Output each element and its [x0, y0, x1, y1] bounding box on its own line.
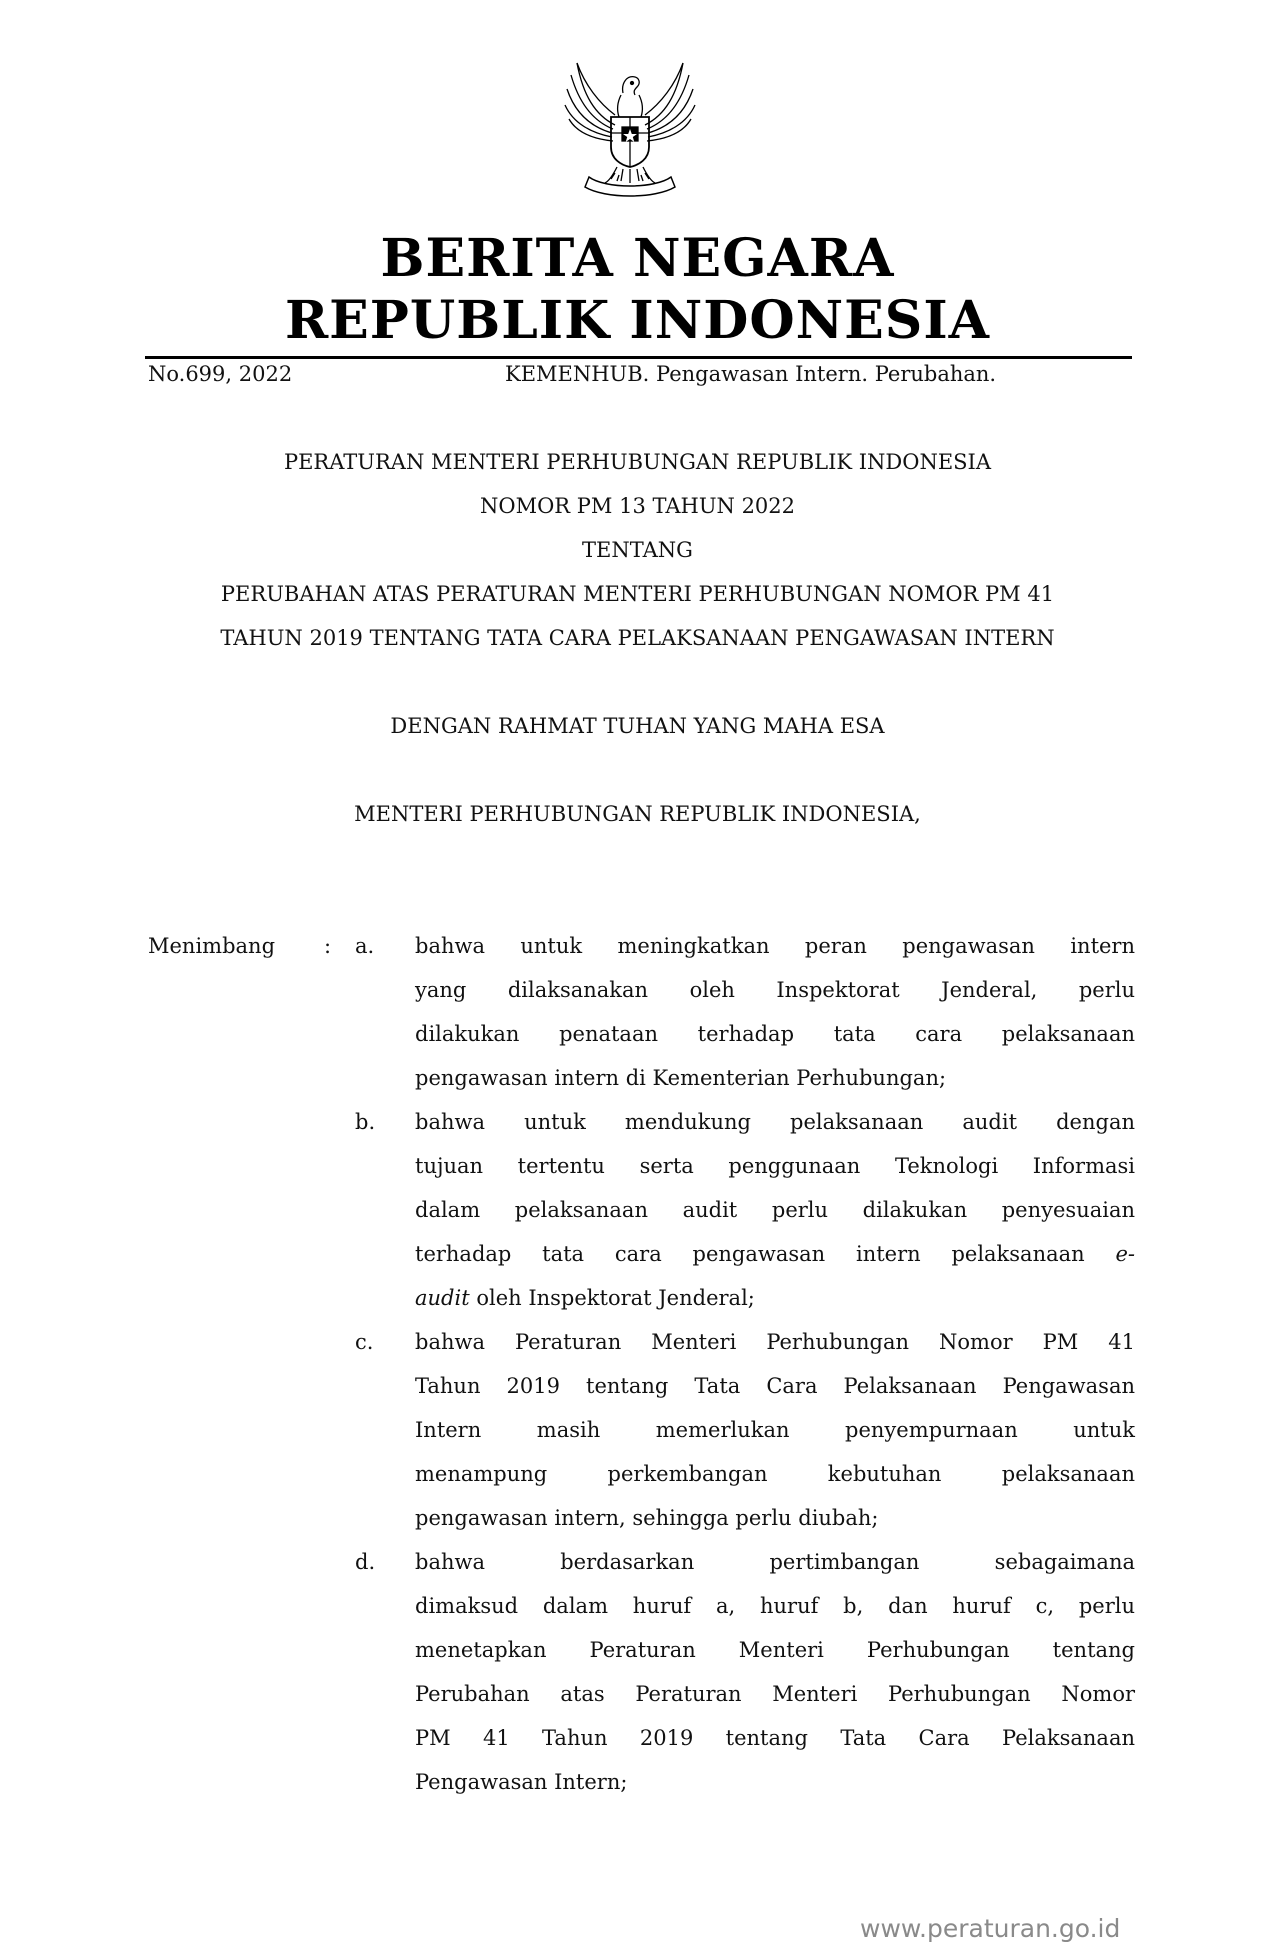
considering-item-b — [415, 1100, 1135, 1320]
masthead-title-line2: REPUBLIK INDONESIA — [284, 290, 991, 351]
text-line: bahwa Peraturan Menteri Perhubungan Nomor PM 41 — [415, 1330, 1135, 1354]
text-line: PM 41 Tahun 2019 tentang Tata Cara Pelaksanaan — [415, 1726, 1135, 1750]
regulation-number: NOMOR PM 13 TAHUN 2022 — [479, 494, 796, 518]
considering-item-letter: d. — [355, 1550, 376, 1574]
text-line: Intern masih memerlukan penyempurnaan untuk — [415, 1418, 1135, 1442]
regulation-subject-line2: TAHUN 2019 TENTANG TATA CARA PELAKSANAAN PENGAWASAN INTERN — [220, 626, 1055, 650]
considering-item-letter: c. — [355, 1330, 374, 1354]
text-line: dilakukan penataan terhadap tata cara pelaksanaan — [415, 1022, 1135, 1046]
text-line: tujuan tertentu serta penggunaan Teknologi Informasi — [415, 1154, 1135, 1178]
masthead-divider — [145, 356, 1132, 359]
regulation-subject-line1: PERUBAHAN ATAS PERATURAN MENTERI PERHUBUNGAN NOMOR PM 41 — [220, 582, 1055, 606]
text-line: Perubahan atas Peraturan Menteri Perhubungan Nomor — [415, 1682, 1135, 1706]
footer-website-link[interactable]: www.peraturan.go.id — [860, 1914, 1121, 1943]
text-line: Tahun 2019 tentang Tata Cara Pelaksanaan Pengawasan — [415, 1374, 1135, 1398]
text-line: bahwa untuk mendukung pelaksanaan audit dengan — [415, 1110, 1135, 1134]
text-line: menampung perkembangan kebutuhan pelaksanaan — [415, 1462, 1135, 1486]
text-line: pengawasan intern di Kementerian Perhubungan; — [415, 1066, 947, 1090]
text-line: terhadap tata cara pengawasan intern pelaksanaan e- — [415, 1242, 1135, 1266]
text-line: audit oleh Inspektorat Jenderal; — [415, 1286, 755, 1310]
garuda-emblem-icon — [555, 55, 705, 205]
issue-subject: KEMENHUB. Pengawasan Intern. Perubahan. — [505, 362, 997, 386]
issue-number: No.699, 2022 — [148, 362, 293, 386]
considering-item-c — [415, 1320, 1135, 1540]
considering-colon: : — [324, 934, 332, 958]
invocation: DENGAN RAHMAT TUHAN YANG MAHA ESA — [390, 714, 885, 738]
text-line: bahwa untuk meningkatkan peran pengawasan intern — [415, 934, 1135, 958]
text-line: bahwa berdasarkan pertimbangan sebagaimana — [415, 1550, 1135, 1574]
considering-label: Menimbang — [148, 934, 276, 958]
masthead-title-line1: BERITA NEGARA — [380, 228, 895, 289]
text-line: Pengawasan Intern; — [415, 1770, 628, 1794]
considering-item-letter: b. — [355, 1110, 376, 1134]
text-line: dimaksud dalam huruf a, huruf b, dan huruf c, perlu — [415, 1594, 1135, 1618]
considering-item-d — [415, 1540, 1135, 1804]
text-line: yang dilaksanakan oleh Inspektorat Jenderal, perlu — [415, 978, 1135, 1002]
considering-item-letter: a. — [355, 934, 375, 958]
text-line: menetapkan Peraturan Menteri Perhubungan tentang — [415, 1638, 1135, 1662]
text-line: dalam pelaksanaan audit perlu dilakukan penyesuaian — [415, 1198, 1135, 1222]
regulation-title-line1: PERATURAN MENTERI PERHUBUNGAN REPUBLIK INDONESIA — [283, 450, 992, 474]
considering-item-a — [415, 924, 1135, 1100]
text-line: pengawasan intern, sehingga perlu diubah; — [415, 1506, 879, 1530]
issuing-authority: MENTERI PERHUBUNGAN REPUBLIK INDONESIA, — [354, 802, 921, 826]
regulation-tentang: TENTANG — [582, 538, 693, 562]
